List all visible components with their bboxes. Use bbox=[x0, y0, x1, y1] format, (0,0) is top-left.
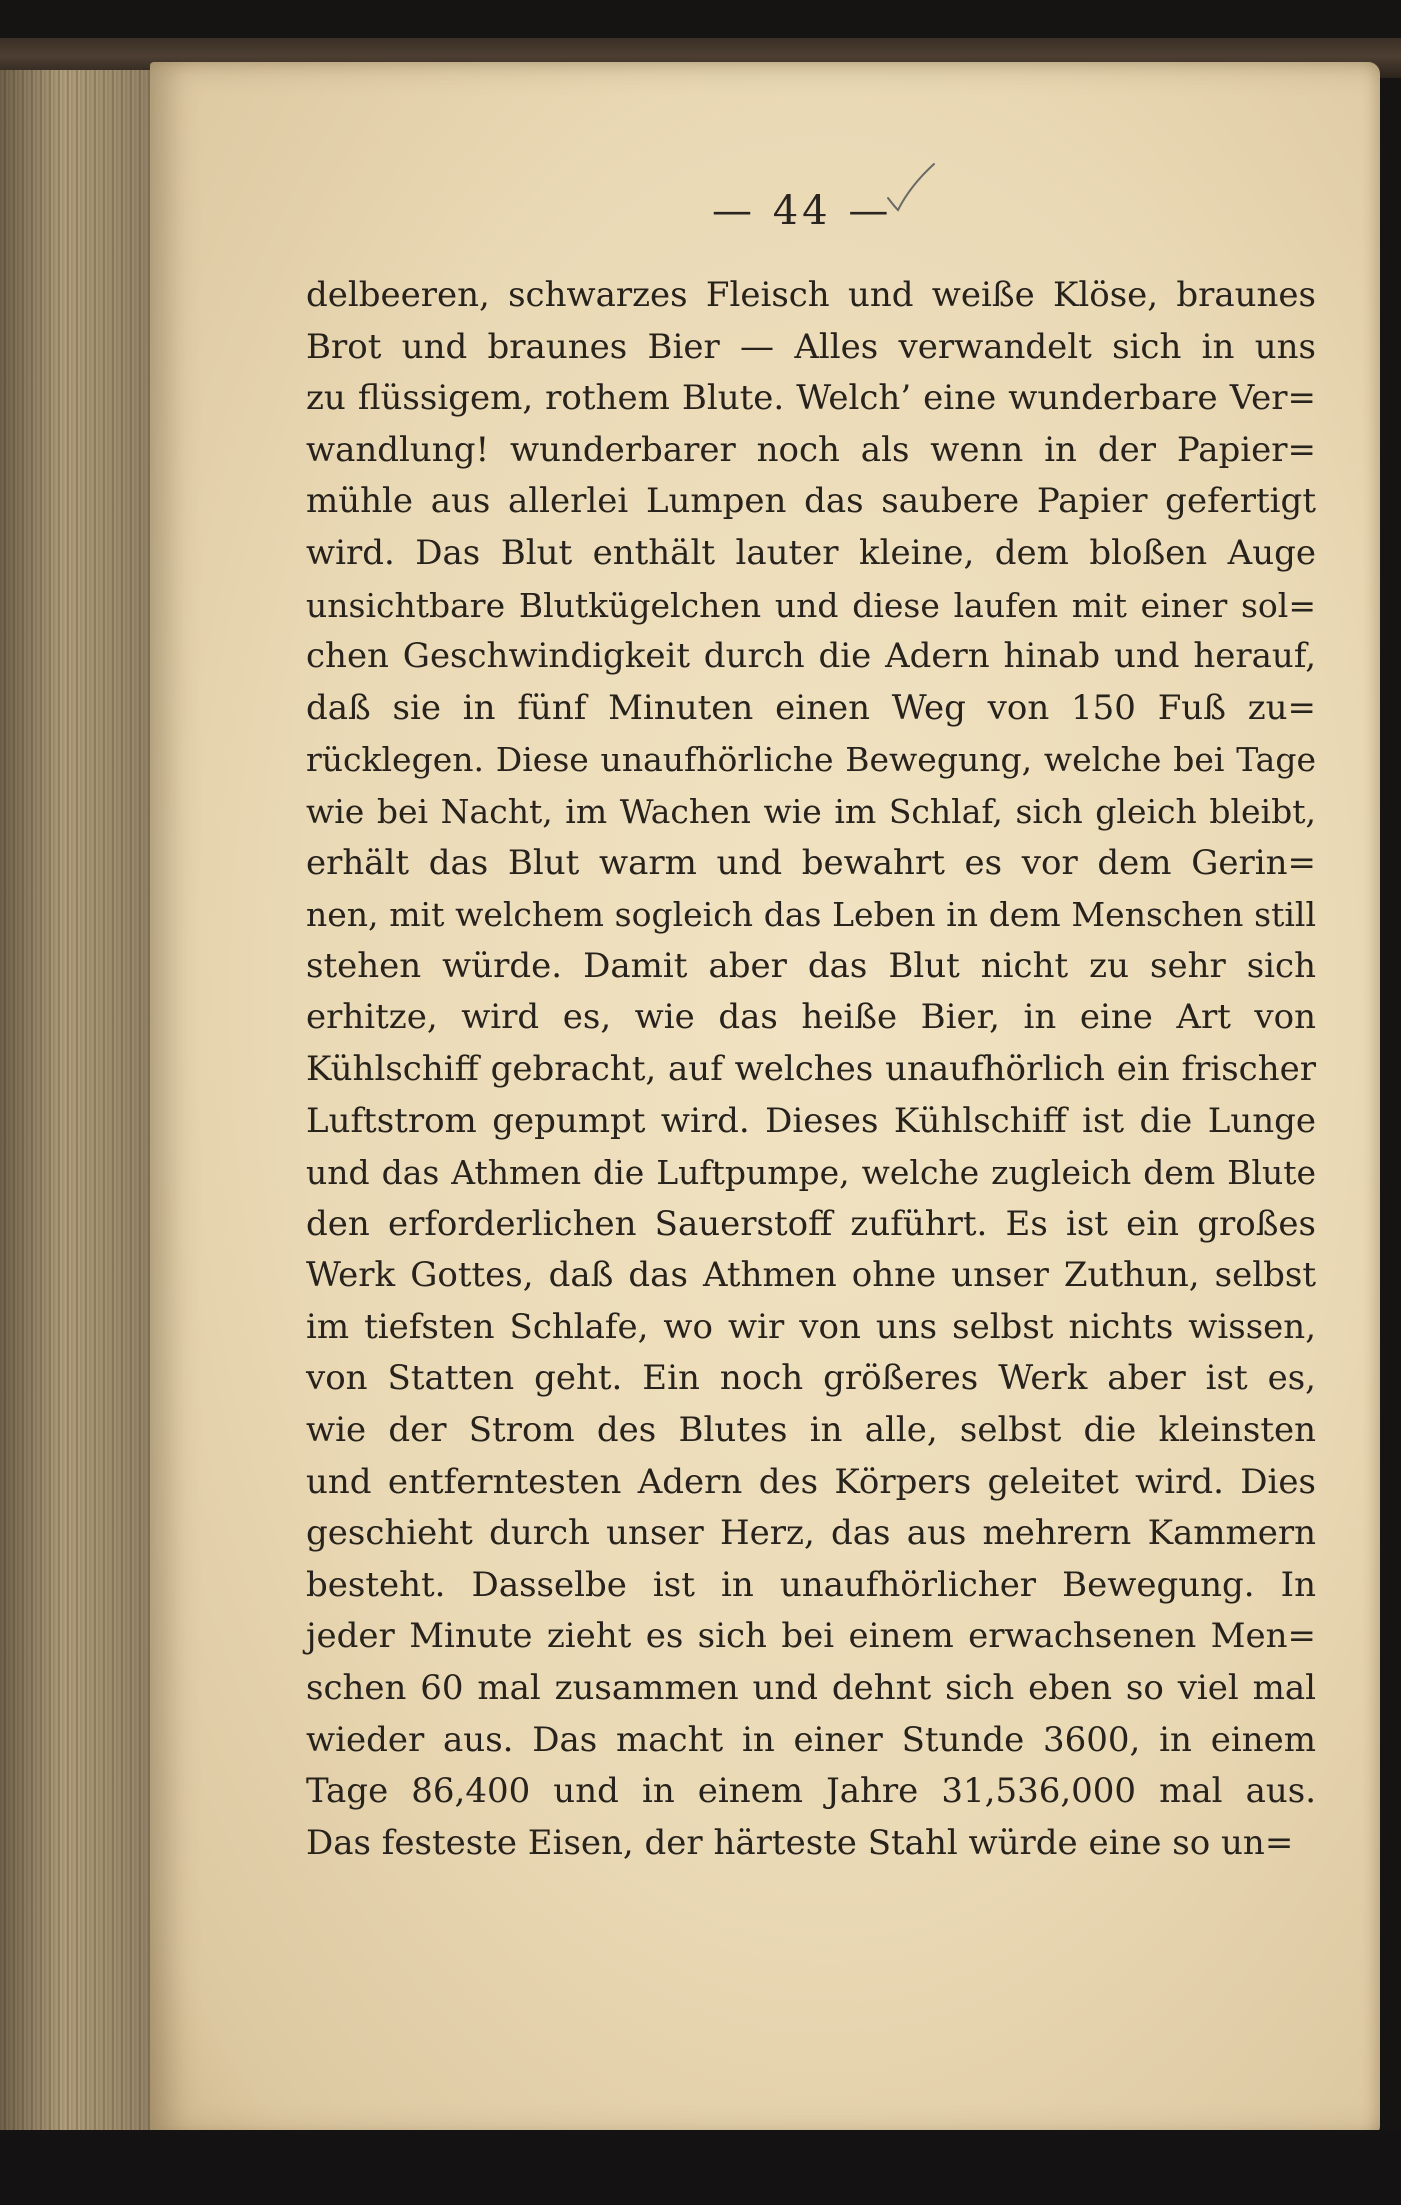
text-line: unsichtbare Blutkügelchen und diese laufen mit einer sol= bbox=[306, 585, 1316, 625]
text-line: von Statten geht. Ein noch größeres Werk aber ist es, bbox=[306, 1358, 1316, 1399]
text-line: chen Geschwindigkeit durch die Adern hinab und herauf, bbox=[306, 636, 1316, 677]
text-line: schen 60 mal zusammen und dehnt sich eben so viel mal bbox=[306, 1668, 1316, 1709]
scan-bottom-background bbox=[0, 2130, 1401, 2205]
text-line: stehen würde. Damit aber das Blut nicht zu sehr sich bbox=[306, 945, 1316, 986]
text-line: jeder Minute zieht es sich bei einem erwachsenen Men= bbox=[306, 1616, 1316, 1657]
text-line: wird. Das Blut enthält lauter kleine, dem bloßen Auge bbox=[306, 532, 1316, 573]
text-line: und das Athmen die Luftpumpe, welche zugleich dem Blute bbox=[306, 1153, 1316, 1193]
page-stack-shadow bbox=[0, 70, 160, 2130]
text-line: geschieht durch unser Herz, das aus mehrern Kammern bbox=[306, 1513, 1316, 1554]
text-line: den erforderlichen Sauerstoff zuführt. Es ist ein großes bbox=[306, 1203, 1316, 1244]
text-line: Kühlschiff gebracht, auf welches unaufhörlich ein frischer bbox=[306, 1048, 1316, 1089]
text-line: zu flüssigem, rothem Blute. Welch’ eine wunderbare Ver= bbox=[306, 378, 1316, 419]
text-line: nen, mit welchem sogleich das Leben in dem Menschen still bbox=[306, 895, 1316, 935]
pencil-check-mark bbox=[880, 158, 940, 218]
page-text-body bbox=[306, 270, 1316, 1869]
text-line: wie der Strom des Blutes in alle, selbst die kleinsten bbox=[306, 1410, 1316, 1451]
text-line: im tiefsten Schlafe, wo wir von uns selbst nichts wissen, bbox=[306, 1306, 1316, 1347]
text-line: mühle aus allerlei Lumpen das saubere Papier gefertigt bbox=[306, 481, 1316, 522]
text-line: und entferntesten Adern des Körpers geleitet wird. Dies bbox=[306, 1461, 1316, 1502]
text-line: daß sie in fünf Minuten einen Weg von 150 Fuß zu= bbox=[306, 687, 1316, 728]
text-line: Werk Gottes, daß das Athmen ohne unser Zuthun, selbst bbox=[306, 1255, 1316, 1296]
page-number: — 44 — bbox=[712, 188, 893, 234]
text-line: wandlung! wunderbarer noch als wenn in der Papier= bbox=[306, 429, 1316, 470]
text-line: rücklegen. Diese unaufhörliche Bewegung, welche bei Tage bbox=[306, 740, 1316, 780]
text-line: wie bei Nacht, im Wachen wie im Schlaf, sich gleich bleibt, bbox=[306, 791, 1316, 831]
text-line: wieder aus. Das macht in einer Stunde 3600, in einem bbox=[306, 1719, 1316, 1760]
text-line: Tage 86,400 und in einem Jahre 31,536,000 mal aus. bbox=[306, 1771, 1316, 1812]
text-line: Luftstrom gepumpt wird. Dieses Kühlschiff ist die Lunge bbox=[306, 1100, 1316, 1141]
text-line: besteht. Dasselbe ist in unaufhörlicher Bewegung. In bbox=[306, 1564, 1316, 1605]
text-line: erhält das Blut warm und bewahrt es vor dem Gerin= bbox=[306, 842, 1316, 883]
text-line: delbeeren, schwarzes Fleisch und weiße Klöse, braunes bbox=[306, 275, 1316, 315]
text-line: erhitze, wird es, wie das heiße Bier, in eine Art von bbox=[306, 997, 1316, 1038]
text-line: Brot und braunes Bier — Alles verwandelt sich in uns bbox=[306, 326, 1316, 367]
text-line: Das festeste Eisen, der härteste Stahl würde eine so un= bbox=[306, 1822, 1294, 1863]
